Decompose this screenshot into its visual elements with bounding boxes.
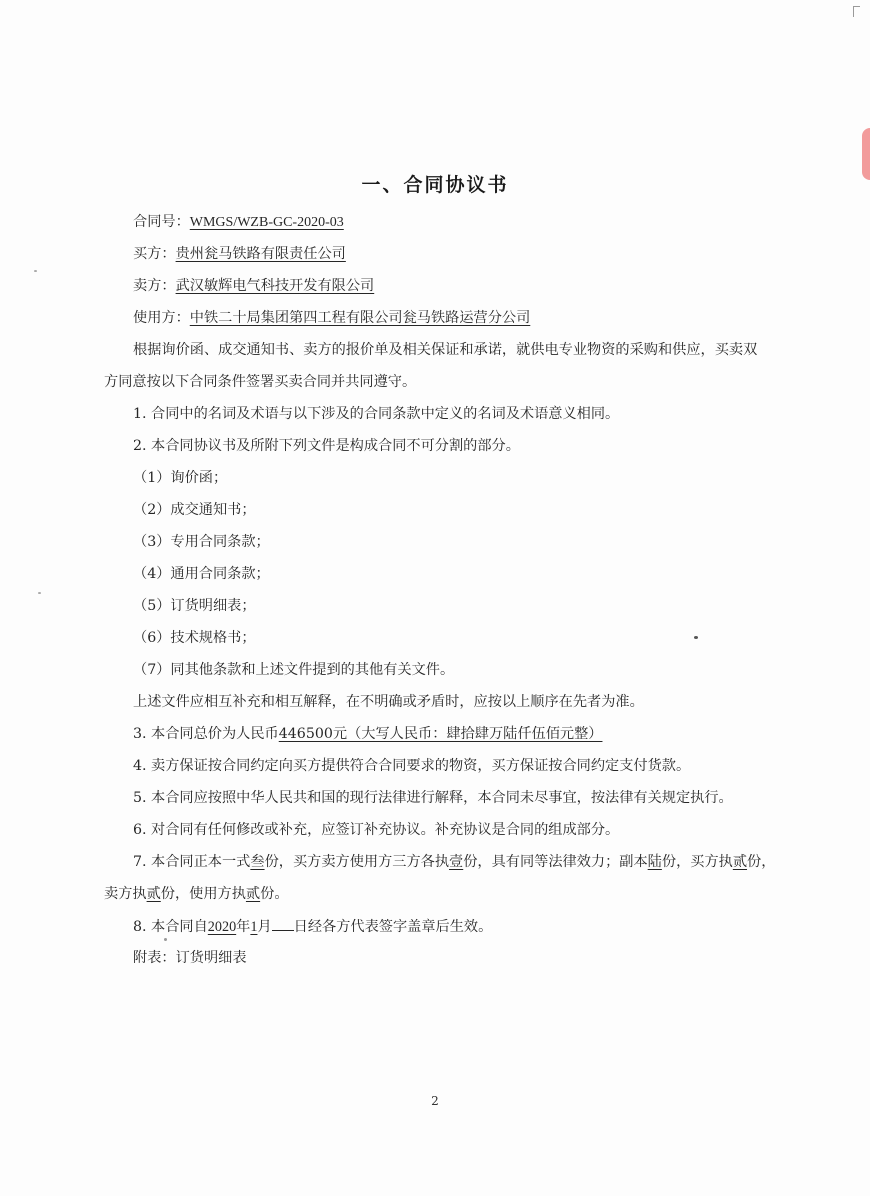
clause-7-line-2: [104, 884, 289, 904]
page-number: 2: [431, 1094, 439, 1108]
seller-label: 卖方：: [133, 278, 176, 294]
effective-year: 2020: [207, 919, 237, 935]
scan-speck: [694, 636, 698, 639]
attachment-note: 附表：订货明细表: [133, 950, 247, 966]
clause-7-text: 份，买方执: [661, 854, 733, 870]
original-copies: 叁: [250, 854, 265, 870]
intro-line-2: 方同意按以下合同条件签署买卖合同并共同遵守。: [104, 374, 417, 390]
user-line: [133, 308, 530, 328]
clause-8-text: 日经各方代表签字盖章后生效。: [293, 919, 493, 935]
clause-7-text: 份。: [260, 886, 289, 902]
buyer-name: 贵州瓮马铁路有限责任公司: [175, 246, 346, 262]
buyer-line: [133, 244, 346, 264]
clause-3: [133, 724, 602, 744]
clause-7-text: 份，具有同等法律效力；副本: [463, 854, 648, 870]
effective-month: 1: [250, 919, 258, 935]
clause-8-text: 月: [257, 919, 272, 935]
clause-2: 2. 本合同协议书及所附下列文件是构成合同不可分割的部分。: [133, 438, 520, 454]
scan-speck: [34, 270, 37, 272]
clause-7-text: 份，使用方执: [160, 886, 246, 902]
seller-name: 武汉敏辉电气科技开发有限公司: [175, 278, 375, 294]
user-name: 中铁二十局集团第四工程有限公司瓮马铁路运营分公司: [189, 310, 531, 326]
seller-duplicate-copies: 贰: [146, 886, 161, 902]
clause-8-text: 年: [236, 919, 251, 935]
scan-speck: [38, 592, 41, 594]
contract-total-amount: 446500元（大写人民币：肆拾肆万陆仟伍佰元整）: [278, 726, 603, 742]
clause-4: 4. 卖方保证按合同约定向买方提供符合合同要求的物资，买方保证按合同约定支付货款。: [133, 758, 691, 774]
document-item: （6）技术规格书；: [133, 630, 256, 646]
document-item: （4）通用合同条款；: [133, 566, 270, 582]
document-item: （1）询价函；: [133, 470, 228, 486]
document-item: （3）专用合同条款；: [133, 534, 270, 550]
intro-line-1: 根据询价函、成交通知书、卖方的报价单及相关保证和承诺，就供电专业物资的采购和供应，买卖双: [133, 342, 758, 358]
contract-number-line: [133, 212, 344, 233]
buyer-label: 买方：: [133, 246, 176, 262]
clause-7-line-1: [133, 852, 775, 872]
effective-day-blank: [272, 916, 294, 931]
contract-number-label: 合同号：: [133, 214, 190, 230]
precedence-note: 上述文件应相互补充和相互解释，在不明确或矛盾时，应按以上顺序在先者为准。: [133, 694, 644, 710]
clause-7-text: 卖方执: [104, 886, 147, 902]
scan-corner-mark: [853, 6, 860, 17]
document-item: （7）同其他条款和上述文件提到的其他有关文件。: [133, 662, 455, 678]
duplicate-copies: 陆: [647, 854, 662, 870]
clause-3-prefix: 3. 本合同总价为人民币: [133, 726, 279, 742]
document-item: （2）成交通知书；: [133, 502, 256, 518]
clause-8: [133, 916, 492, 937]
buyer-duplicate-copies: 贰: [732, 854, 748, 870]
clause-7-text: 份，买方卖方使用方三方各执: [264, 854, 450, 870]
contract-number: WMGS/WZB-GC-2020-03: [189, 215, 344, 230]
copies-each-party: 壹: [449, 854, 464, 870]
seller-line: [133, 276, 374, 296]
clause-8-text: 8. 本合同自: [133, 919, 208, 935]
clause-1: 1. 合同中的名词及术语与以下涉及的合同条款中定义的名词及术语意义相同。: [133, 406, 620, 422]
clause-6: 6. 对合同有任何修改或补充，应签订补充协议。补充协议是合同的组成部分。: [133, 822, 620, 838]
document-item: （5）订货明细表；: [133, 598, 256, 614]
clause-5: 5. 本合同应按照中华人民共和国的现行法律进行解释，本合同未尽事宜，按法律有关规定执行。: [133, 790, 733, 806]
user-duplicate-copies: 贰: [245, 886, 261, 902]
clause-7-text: 7. 本合同正本一式: [133, 854, 251, 870]
scan-speck: [164, 938, 167, 941]
user-label: 使用方：: [133, 310, 190, 326]
clause-7-text: 份，: [747, 854, 776, 870]
document-title: 一、合同协议书: [361, 174, 509, 196]
